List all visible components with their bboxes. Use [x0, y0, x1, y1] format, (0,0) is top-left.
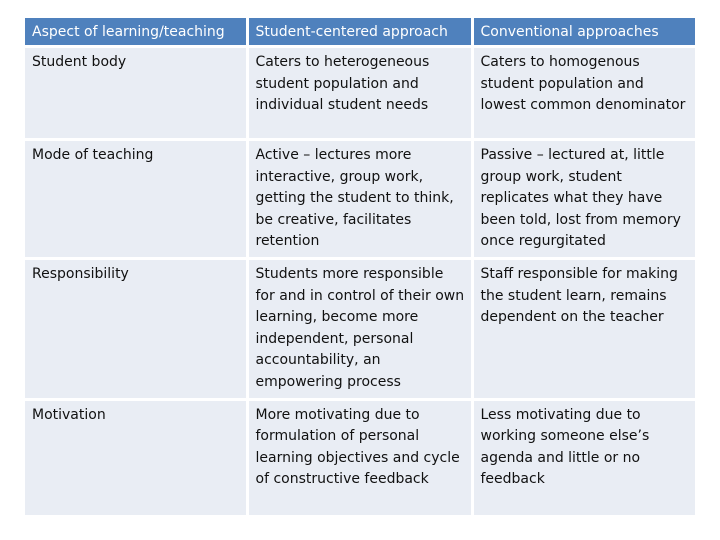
- header-conventional: Conventional approaches: [472, 18, 695, 47]
- cell-student-centered: Students more responsible for and in control of their own learning, become more independent, personal accountability, an empowering process: [247, 258, 472, 399]
- cell-student-centered: Active – lectures more interactive, group work, getting the student to think, be creative, facilitates retention: [247, 140, 472, 259]
- table-row: [25, 399, 695, 515]
- cell-conventional: Caters to homogenous student population and lowest common denominator: [472, 47, 695, 140]
- cell-student-centered: More motivating due to formulation of personal learning objectives and cycle of constructive feedback: [247, 399, 472, 515]
- cell-conventional: Staff responsible for making the student learn, remains dependent on the teacher: [472, 258, 695, 399]
- cell-conventional: Passive – lectured at, little group work, student replicates what they have been told, lost from memory once regurgitated: [472, 140, 695, 259]
- cell-conventional: Less motivating due to working someone else’s agenda and little or no feedback: [472, 399, 695, 515]
- comparison-table-container: [25, 18, 695, 515]
- header-row: [25, 18, 695, 47]
- header-aspect: Aspect of learning/teaching: [25, 18, 247, 47]
- cell-aspect: Mode of teaching: [25, 140, 247, 259]
- cell-aspect: Responsibility: [25, 258, 247, 399]
- cell-aspect: Student body: [25, 47, 247, 140]
- header-student-centered: Student-centered approach: [247, 18, 472, 47]
- comparison-table: [25, 18, 695, 515]
- table-row: [25, 258, 695, 399]
- table-row: [25, 140, 695, 259]
- cell-student-centered: Caters to heterogeneous student population and individual student needs: [247, 47, 472, 140]
- cell-aspect: Motivation: [25, 399, 247, 515]
- table-row: [25, 47, 695, 140]
